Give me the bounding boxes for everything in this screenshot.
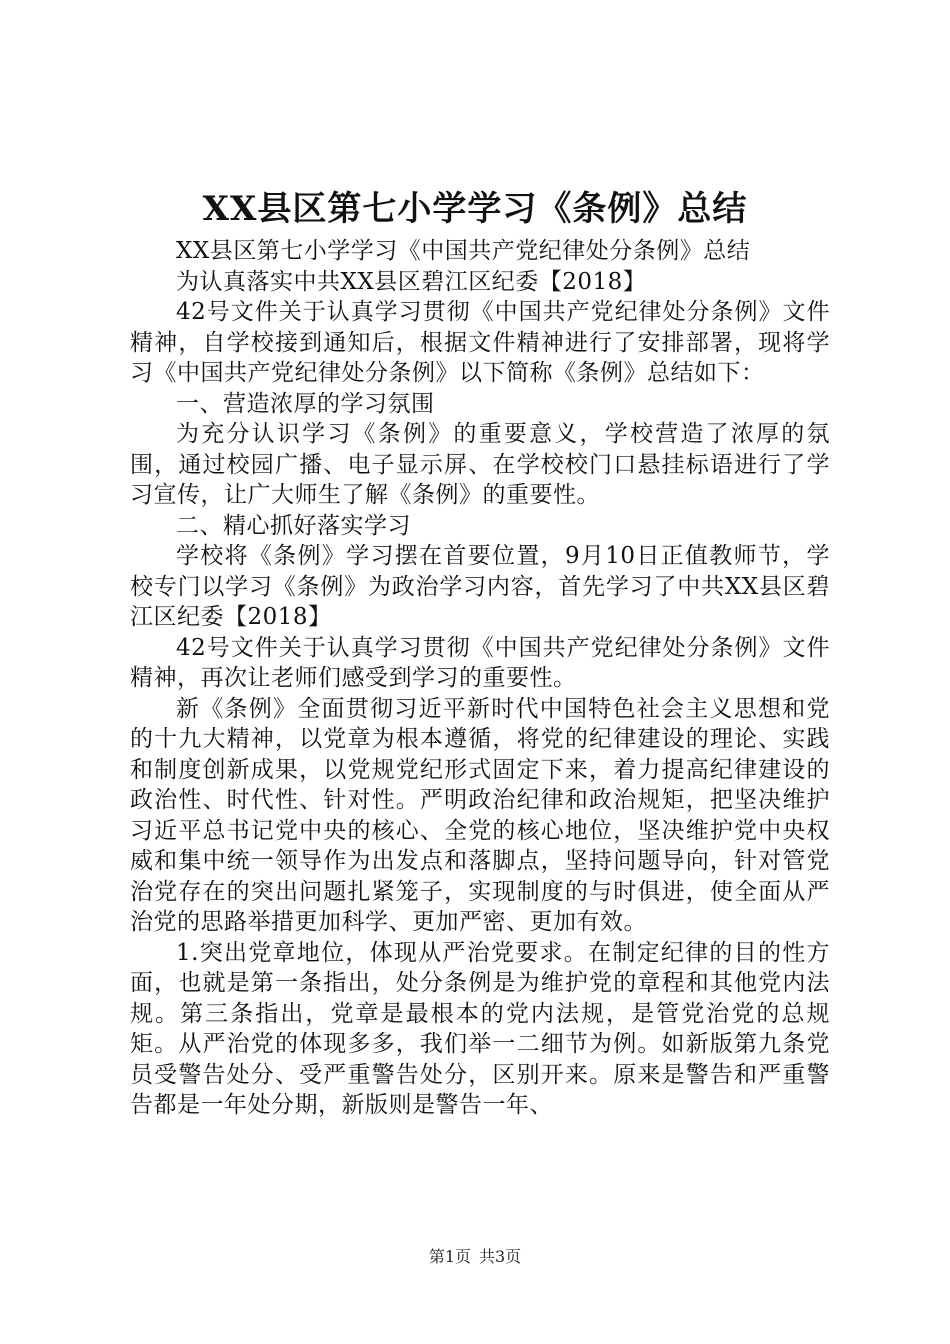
page-footer <box>0 1244 950 1267</box>
section-heading: 二、精心抓好落实学习 <box>176 512 411 539</box>
paragraph-subtitle: XX县区第七小学学习《中国共产党纪律处分条例》总结 <box>176 238 751 264</box>
paragraph: 学校将《条例》学习摆在首要位置，9月10日正值教师节，学校专门以学习《条例》为政治学习内容，首先学习了中共XX县区碧江区纪委【2018】 <box>130 543 830 630</box>
paragraph: 42号文件关于认真学习贯彻《中国共产党纪律处分条例》文件精神，自学校接到通知后，根据文件精神进行了安排部署，现将学习《中国共产党纪律处分条例》以下简称《条例》总结如下： <box>130 299 830 386</box>
paragraph: 1.突出党章地位，体现从严治党要求。在制定纪律的目的性方面，也就是第一条指出，处分条例是为维护党的章程和其他党内法规。第三条指出，党章是最根本的党内法规，是管党治党的总规矩。从严治党的体现多多，我们举一二细节为例。如新版第九条党员受警告处分、受严重警告处分，区别开来。原来是警告和严重警告都是一年处分期，新版则是警告一年、 <box>130 939 830 1118</box>
document-title: XX县区第七小学学习《条例》总结 <box>202 189 748 229</box>
page-number: 第1页 <box>428 1247 471 1266</box>
section-heading: 一、营造浓厚的学习氛围 <box>176 390 435 417</box>
paragraph: 为认真落实中共XX县区碧江区纪委【2018】 <box>176 268 647 295</box>
document-body <box>130 236 830 1121</box>
paragraph: 为充分认识学习《条例》的重要意义，学校营造了浓厚的氛围，通过校园广播、电子显示屏、在学校校门口悬挂标语进行了学习宣传，让广大师生了解《条例》的重要性。 <box>130 421 830 508</box>
page-total: 共3页 <box>479 1247 522 1266</box>
paragraph: 42号文件关于认真学习贯彻《中国共产党纪律处分条例》文件精神，再次让老师们感受到学习的重要性。 <box>130 634 830 691</box>
paragraph: 新《条例》全面贯彻习近平新时代中国特色社会主义思想和党的十九大精神，以党章为根本遵循，将党的纪律建设的理论、实践和制度创新成果，以党规党纪形式固定下来，着力提高纪律建设的政治性、时代性、针对性。严明政治纪律和政治规矩，把坚决维护习近平总书记党中央的核心、全党的核心地位，坚决维护党中央权威和集中统一领导作为出发点和落脚点，坚持问题导向，针对管党治党存在的突出问题扎紧笼子，实现制度的与时俱进，使全面从严治党的思路举措更加科学、更加严密、更加有效。 <box>130 695 830 935</box>
